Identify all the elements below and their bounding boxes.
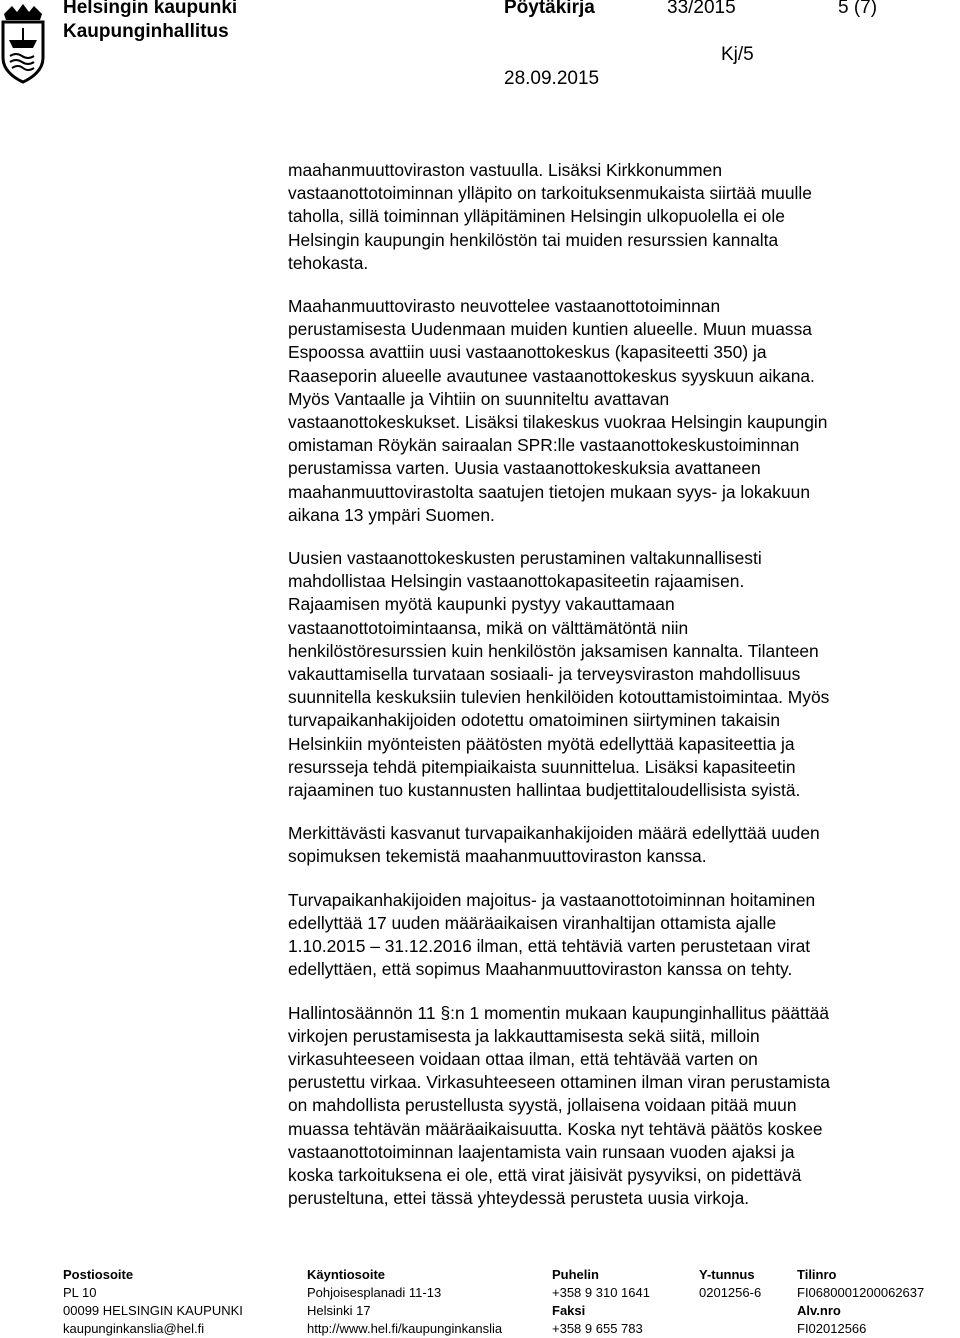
text-line: virkasuhteeseen voidaan ottaa ilman, että tehtävää varten on (288, 1048, 758, 1069)
text-line: Helsingin kaupungin henkilöstön tai muiden resurssien kannalta (288, 229, 779, 250)
footer-postal (63, 1266, 243, 1338)
paragraph-gap (288, 802, 948, 822)
text-line: vastaanottokeskukset. Lisäksi tilakeskus vuokraa Helsingin kaupungin (288, 412, 828, 433)
paragraph (288, 889, 948, 982)
paragraph (288, 1002, 948, 1211)
text-line: edellyttäen, että sopimus Maahanmuuttoviraston kanssa on tehty. (288, 959, 793, 980)
text-line: muassa tehtävän määräaikaisuutta. Koska nyt tehtävä päätös koskee (288, 1118, 823, 1139)
footer-heading: Tilinro (797, 1267, 837, 1282)
text-line: perusteltuna, ettei tässä yhteydessä perusteta uusia virkoja. (288, 1188, 750, 1209)
footer-phone (552, 1266, 650, 1338)
footer-email[interactable]: kaupunginkanslia@hel.fi (63, 1321, 205, 1336)
document-body (288, 159, 948, 1210)
text-line: perustettu virkaa. Virkasuhteeseen ottaminen ilman viran perustamista (288, 1072, 830, 1093)
text-line: henkilöstöresurssien kuin henkilöstön jaksamisen kannalta. Tilanteen (288, 640, 819, 661)
footer-line: PL 10 (63, 1285, 97, 1300)
paragraph (288, 295, 948, 527)
text-line: omistaman Röykän sairaalan SPR:lle vastaanottokeskustoiminnan (288, 435, 800, 456)
text-line: perustamissa varten. Uusia vastaanottokeskuksia avattaneen (288, 458, 761, 479)
text-line: Turvapaikanhakijoiden majoitus- ja vastaanottotoiminnan hoitaminen (288, 889, 816, 910)
footer-line: 00099 HELSINGIN KAUPUNKI (63, 1303, 243, 1318)
footer-line: +358 9 655 783 (552, 1321, 643, 1336)
footer-heading: Y-tunnus (699, 1267, 755, 1282)
footer-line: 0201256-6 (699, 1285, 762, 1300)
text-line: Hallintosäännön 11 §:n 1 momentin mukaan kaupunginhallitus päättää (288, 1002, 830, 1023)
footer-line: +358 9 310 1641 (552, 1285, 650, 1300)
paragraph (288, 547, 948, 802)
paragraph-gap (288, 275, 948, 295)
footer-heading: Postiosoite (63, 1267, 134, 1282)
footer-line: FI0680001200062637 (797, 1285, 925, 1300)
text-line: Raaseporin alueelle avautunee vastaanottokeskus syyskuun aikana. (288, 365, 815, 386)
helsinki-coat-of-arms-icon (0, 0, 46, 84)
footer-line: FI02012566 (797, 1321, 867, 1336)
paragraph (288, 159, 948, 275)
text-line: koska tarkoituksena ei ole, että virat jäisivät pysyviksi, on pidettävä (288, 1164, 802, 1185)
footer-account (797, 1266, 924, 1338)
text-line: 1.10.2015 – 31.12.2016 ilman, että tehtäviä varten perustetaan virat (288, 936, 811, 957)
document-number: 33/2015 (667, 0, 736, 18)
text-line: Helsinkiin myönteisten päätösten myötä edellyttää kapasiteettia ja (288, 733, 795, 754)
document-type: Pöytäkirja (504, 0, 595, 18)
footer-heading: Puhelin (552, 1267, 599, 1282)
page-number: 5 (7) (838, 0, 878, 18)
text-line: virkojen perustamisesta ja lakkauttamisesta sekä siitä, milloin (288, 1025, 760, 1046)
text-line: edellyttää 17 uuden määräaikaisen viranhaltijan ottamista ajalle (288, 912, 777, 933)
footer-link[interactable]: http://www.hel.fi/kaupunginkanslia (307, 1321, 503, 1336)
text-line: maahanmuuttoviraston vastuulla. Lisäksi Kirkkonummen (288, 160, 723, 180)
text-line: vastaanottotoimintaansa, mikä on välttämätöntä niin (288, 617, 689, 638)
paragraph-gap (288, 982, 948, 1002)
footer-heading: Käyntiosoite (307, 1267, 386, 1282)
text-line: vakauttamisella turvataan sosiaali- ja terveysviraston mahdollisuus (288, 664, 801, 685)
org-name: Helsingin kaupunki (63, 0, 238, 18)
paragraph (288, 822, 948, 868)
footer-visit (307, 1266, 502, 1338)
footer-line: Pohjoisesplanadi 11-13 (307, 1285, 442, 1300)
document-date: 28.09.2015 (504, 68, 600, 89)
text-line: sopimuksen tekemistä maahanmuuttoviraston kanssa. (288, 846, 707, 867)
text-line: tehokasta. (288, 252, 369, 273)
text-line: taholla, sillä toiminnan ylläpitäminen Helsingin ulkopuolella ei ole (288, 206, 785, 227)
text-line: Merkittävästi kasvanut turvapaikanhakijoiden määrä edellyttää uuden (288, 823, 820, 844)
text-line: Maahanmuuttovirasto neuvottelee vastaanottotoiminnan (288, 296, 721, 317)
footer (0, 1266, 960, 1336)
org-unit: Kaupunginhallitus (63, 21, 229, 42)
paragraph-gap (288, 869, 948, 889)
text-line: mahdollistaa Helsingin vastaanottokapasiteetin rajaamisen. (288, 571, 745, 592)
footer-heading: Alv.nro (797, 1303, 841, 1318)
text-line: rajaaminen tuo kustannusten hallintaa budjettitaloudellisista syistä. (288, 780, 801, 801)
footer-business-id (699, 1266, 761, 1302)
text-line: turvapaikanhakijoiden odotettu omatoiminen siirtyminen takaisin (288, 710, 781, 731)
text-line: Myös Vantaalle ja Vihtiin on suunniteltu avattavan (288, 388, 670, 409)
text-line: vastaanottotoiminnan ylläpito on tarkoituksenmukaista siirtää muulle (288, 183, 812, 204)
text-line: vastaanottotoiminnan laajentamista vain runsaan vuoden ajaksi ja (288, 1141, 795, 1162)
text-line: perustamisesta Uudenmaan muiden kuntien alueelle. Muun muassa (288, 319, 812, 340)
text-line: resursseja tehdä pitempiaikaista suunnittelua. Lisäksi kapasiteetin (288, 756, 796, 777)
text-line: aikana 13 ympäri Suomen. (288, 504, 495, 525)
text-line: maahanmuuttovirastolta saatujen tietojen mukaan syys- ja lokakuun (288, 481, 811, 502)
text-line: Uusien vastaanottokeskusten perustaminen valtakunnallisesti (288, 548, 762, 569)
section-code: Kj/5 (721, 44, 754, 65)
text-line: suunnitella keskuksiin tulevien henkilöiden kotouttamistoimintaa. Myös (288, 687, 830, 708)
paragraph-gap (288, 527, 948, 547)
footer-heading: Faksi (552, 1303, 586, 1318)
text-line: Espoossa avattiin uusi vastaanottokeskus (kapasiteetti 350) ja (288, 342, 767, 363)
footer-line: Helsinki 17 (307, 1303, 371, 1318)
text-line: Rajaamisen myötä kaupunki pystyy vakauttamaan (288, 594, 675, 615)
text-line: on mahdollista perustellusta syystä, jollaisena voidaan pitää muun (288, 1095, 797, 1116)
